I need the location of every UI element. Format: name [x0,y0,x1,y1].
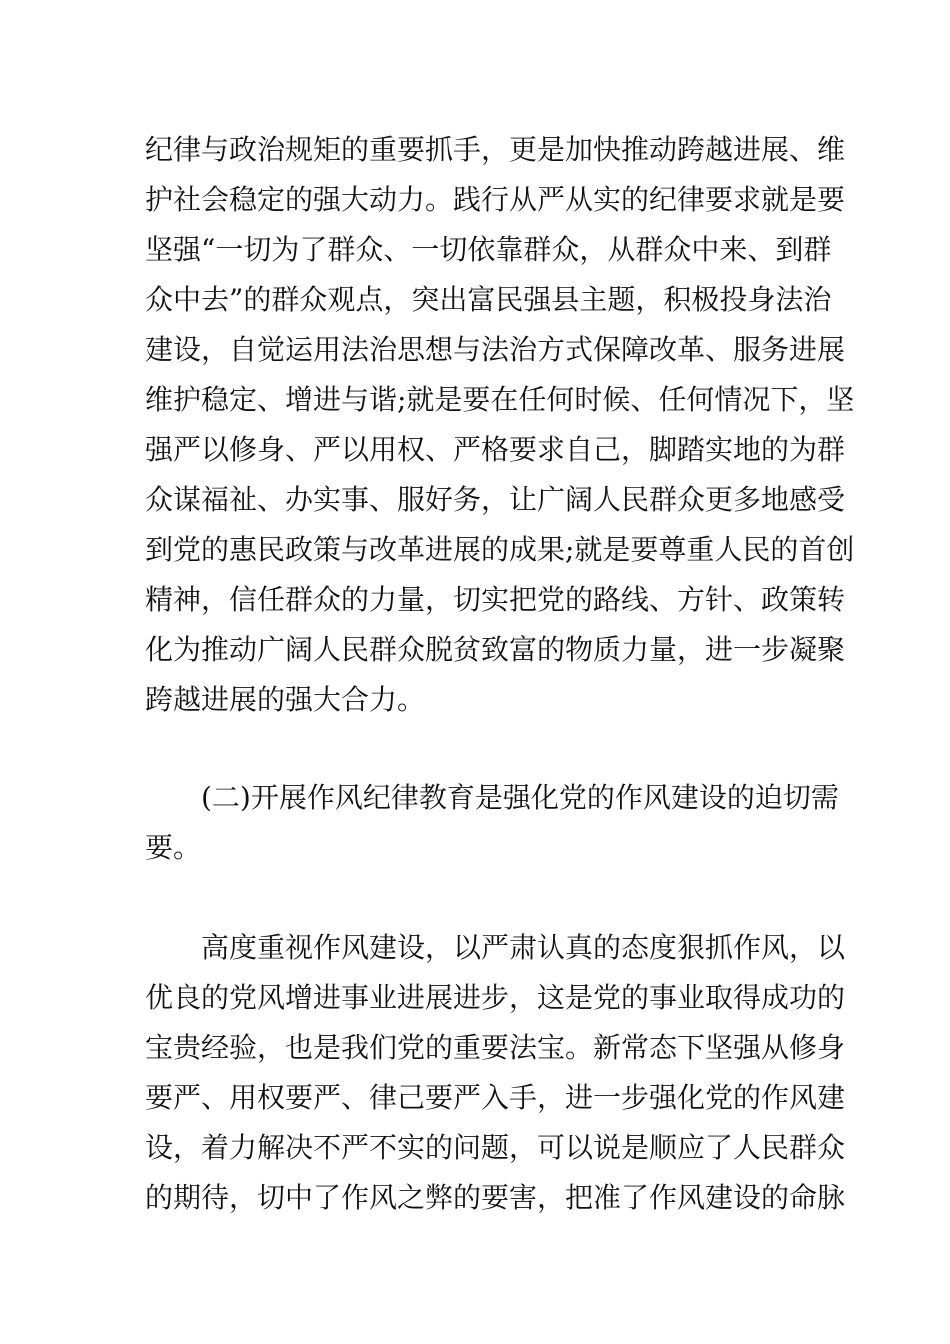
paragraph-1-line: 护社会稳定的强大动力。践行从严从实的纪律要求就是要 [145,183,846,216]
paragraph-2-line: 设，着力解决不严不实的问题，可以说是顺应了人民群众 [145,1131,846,1164]
paragraph-1-line: 纪律与政治规矩的重要抓手，更是加快推动跨越进展、维 [145,133,846,166]
paragraph-2-line: 优良的党风增进事业进展进步，这是党的事业取得成功的 [145,981,846,1014]
paragraph-2-line: 的期待，切中了作风之弊的要害，把准了作风建设的命脉 [145,1181,846,1214]
paragraph-1-line: 跨越进展的强大合力。 [145,683,426,716]
paragraph-2-line: 要严、用权要严、律己要严入手，进一步强化党的作风建 [145,1081,846,1114]
paragraph-1-line: 坚强“一切为了群众、一切依靠群众，从群众中来、到群 [145,233,832,266]
paragraph-1-line: 建设，自觉运用法治思想与法治方式保障改革、服务进展 [145,333,846,366]
paragraph-1-line: 精神，信任群众的力量，切实把党的路线、方针、政策转 [145,583,846,616]
section-heading-line: 要。 [145,831,202,864]
paragraph-1-line: 到党的惠民政策与改革进展的成果;就是要尊重人民的首创 [145,533,855,566]
paragraph-2-line: 高度重视作风建设，以严肃认真的态度狠抓作风，以 [201,931,846,964]
paragraph-1-line: 众谋福祉、办实事、服好务，让广阔人民群众更多地感受 [145,483,846,516]
section-heading-line: (二)开展作风纪律教育是强化党的作风建设的迫切需 [201,781,839,814]
paragraph-1-line: 强严以修身、严以用权、严格要求自己，脚踏实地的为群 [145,433,846,466]
paragraph-1-line: 化为推动广阔人民群众脱贫致富的物质力量，进一步凝聚 [145,633,846,666]
paragraph-2-line: 宝贵经验，也是我们党的重要法宝。新常态下坚强从修身 [145,1031,846,1064]
paragraph-1-line: 维护稳定、增进与谐;就是要在任何时候、任何情况下，坚 [145,383,855,416]
paragraph-1-line: 众中去”的群众观点，突出富民强县主题，积极投身法治 [145,283,832,316]
